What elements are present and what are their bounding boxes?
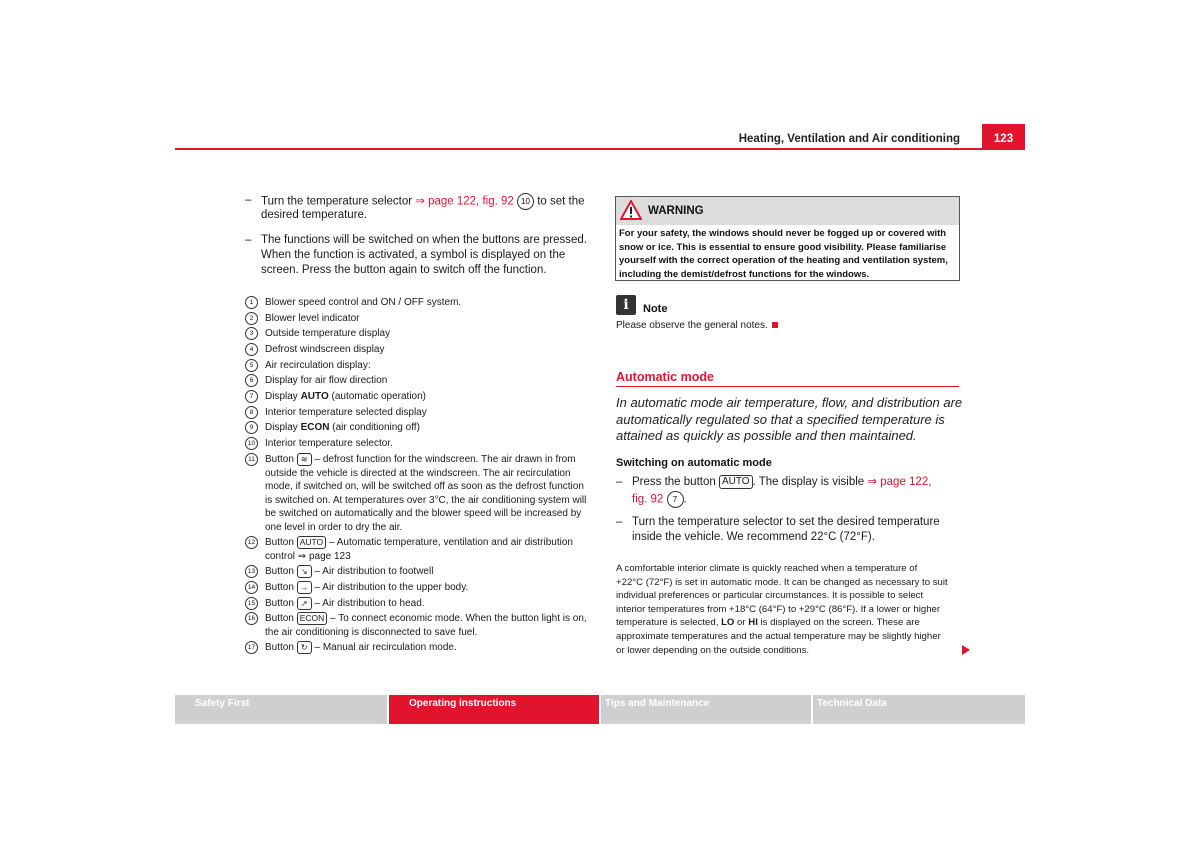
callout-number: 2 [245, 312, 258, 325]
callout-number: 12 [245, 536, 258, 549]
instruction-step-1: – Turn the temperature selector ⇒ page 122, fig. 92 10 to set the desired temperature. [245, 194, 585, 221]
callout-number: 17 [245, 641, 258, 654]
step-text-line: desired temperature. [261, 209, 368, 221]
footwell-icon: ↘ [297, 565, 312, 578]
econ-key: ECON [297, 612, 328, 625]
page-header-title: Heating, Ventilation and Air conditioning [738, 133, 960, 145]
tab-technical-data[interactable]: Technical Data [813, 695, 1025, 724]
head-icon: ↗ [297, 597, 312, 610]
page-reference-link[interactable]: ⇒ page 122, [867, 476, 932, 489]
callout-number: 16 [245, 612, 258, 625]
callout-number: 5 [245, 359, 258, 372]
callout-number: 13 [245, 565, 258, 578]
callout-number: 9 [245, 421, 258, 434]
callout-number: 7 [667, 491, 684, 508]
callout-number: 3 [245, 327, 258, 340]
instruction-step-auto-2: – Turn the temperature selector to set the desired temperature inside the vehicle. We recommend 22°C (72°F). [616, 516, 940, 543]
callout-number: 7 [245, 390, 258, 403]
section-title: Automatic mode [616, 370, 714, 384]
note-title: Note [643, 303, 668, 315]
auto-key: AUTO [719, 475, 753, 489]
body-paragraph: A comfortable interior climate is quickly reached when a temperature of +22°C (72°F) is set in automatic mode. It can be changed as necessary to suit individual preferences or particular circumstances. It is possible to select interior temperatures from +18°C (64°F) to +29°C (86°F). If a lower or higher temperature is selected, LO or HI is displayed on the screen. These are approximate temperatures and the actual temperature may be slightly higher or lower depending on the outside conditions. [616, 563, 948, 656]
instruction-step-2: – The functions will be switched on when the buttons are pressed. When the function is activated, a symbol is displayed on the screen. Press the button again to switch off the function. [245, 234, 588, 276]
warning-title: WARNING [648, 205, 704, 217]
section-intro: In automatic mode air temperature, flow, and distribution are automatically regulated so that a specified temperature is attained as quickly as possible and then maintained. [616, 395, 963, 443]
callout-number: 4 [245, 343, 258, 356]
end-mark-icon [772, 322, 778, 328]
callout-number: 11 [245, 453, 258, 466]
step-text-line: screen. Press the button again to switch off the function. [261, 264, 547, 276]
page-reference-link[interactable]: ⇒ page 122, fig. 92 [415, 195, 514, 208]
callout-number: 10 [517, 193, 534, 210]
step-text: to set the [537, 195, 585, 208]
callout-number: 14 [245, 581, 258, 594]
callout-number: 15 [245, 597, 258, 610]
page-number: 123 [993, 133, 1014, 145]
page-reference-link[interactable]: fig. 92 [632, 493, 664, 506]
tab-safety-first[interactable]: Safety First [175, 695, 387, 724]
callout-number: 10 [245, 437, 258, 450]
recirculation-icon: ↻ [297, 641, 312, 654]
callout-number: 6 [245, 374, 258, 387]
info-icon: i [616, 295, 636, 315]
step-text: Turn the temperature selector [261, 195, 413, 208]
continue-arrow-icon [962, 645, 970, 655]
section-divider [616, 386, 959, 387]
note-text: Please observe the general notes. [616, 320, 778, 331]
upper-body-icon: → [297, 581, 312, 594]
step-text-line: The functions will be switched on when the buttons are pressed. [261, 234, 588, 246]
callout-number: 8 [245, 406, 258, 419]
header-divider [175, 148, 1025, 150]
warning-triangle-icon [620, 200, 642, 220]
defrost-icon: ≋ [297, 453, 312, 466]
auto-key: AUTO [297, 536, 326, 549]
tab-operating-instructions[interactable]: Operating instructions [389, 695, 599, 724]
subheading: Switching on automatic mode [616, 457, 772, 469]
callout-number: 1 [245, 296, 258, 309]
warning-text: For your safety, the windows should never be fogged up or covered with snow or ice. This is essential to ensure good visibility. Please familiarise yourself with the correct operation of the heating and ventilation system, including the demist/defrost functions for the windows. [619, 228, 948, 280]
tab-tips-and-maintenance[interactable]: Tips and Maintenance [601, 695, 811, 724]
step-text-line: When the function is activated, a symbol is displayed on the [261, 249, 566, 261]
instruction-step-auto-1: – Press the button AUTO . The display is visible ⇒ page 122, fig. 92 7 . [616, 475, 966, 509]
